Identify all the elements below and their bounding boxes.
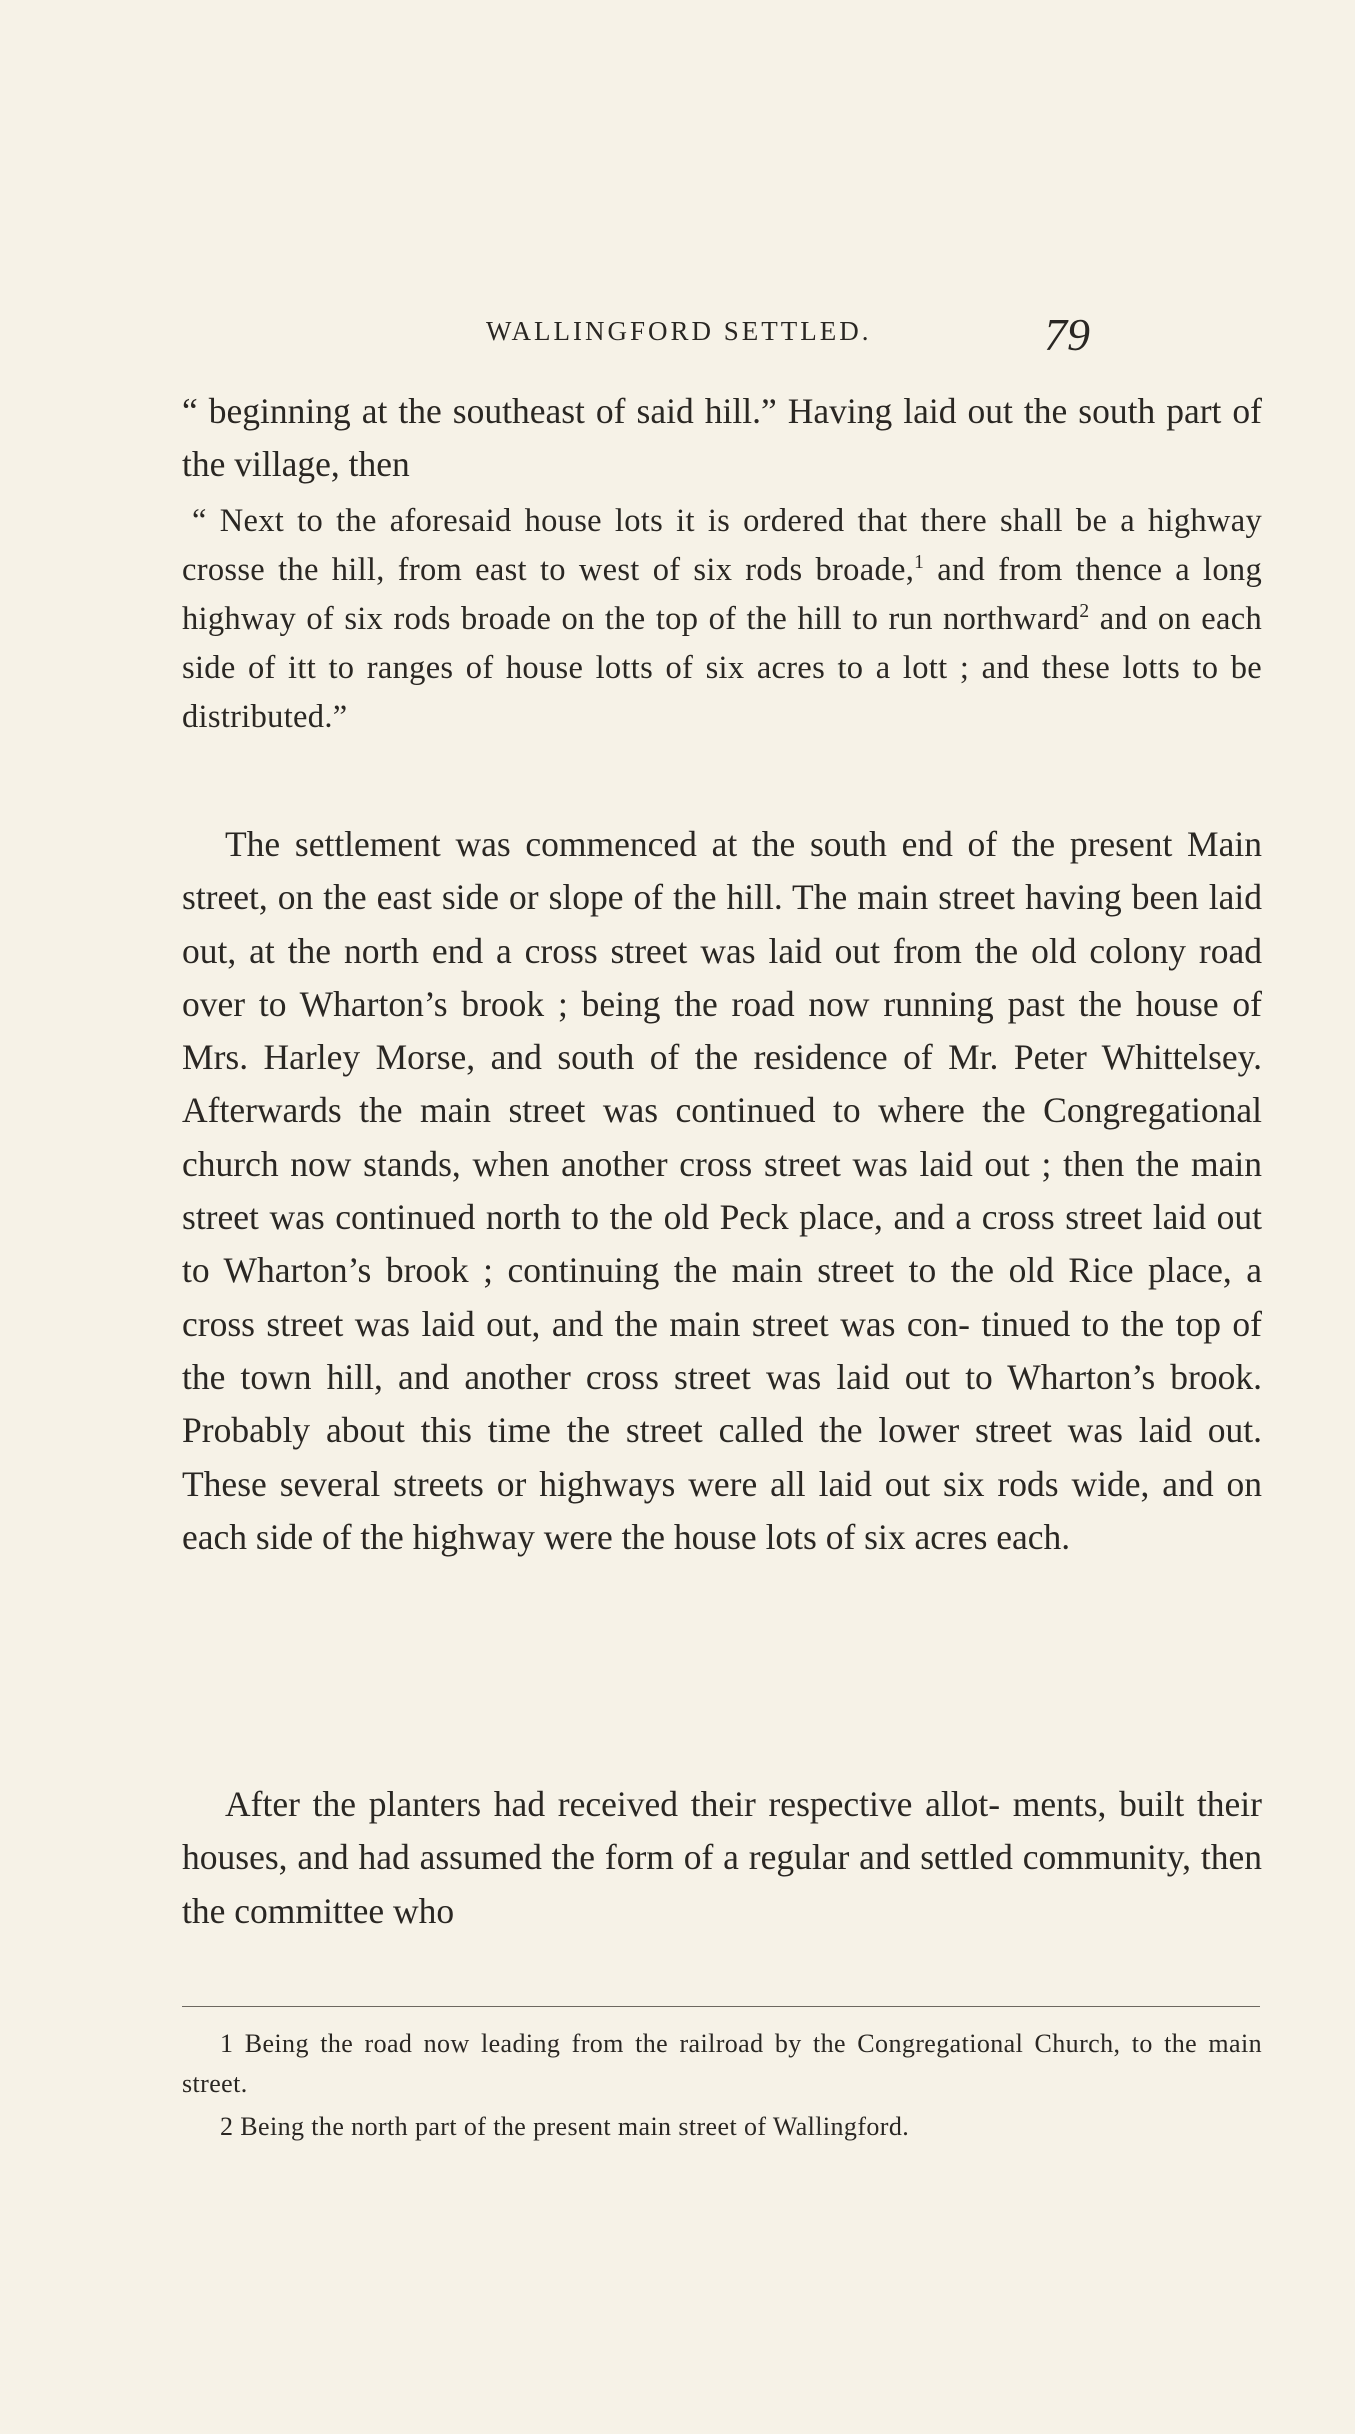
quote-order-part3: and on each side of itt to ranges of house lotts of six acres to a lott ; and these lotts to be distributed.”: [182, 601, 1263, 735]
quote-order: [182, 497, 1262, 742]
footnote-1: 1 Being the road now leading from the railroad by the Congregational Church, to the main street.: [182, 2029, 1262, 2098]
footnote-2: 2 Being the north part of the present main street of Wallingford.: [220, 2112, 910, 2141]
quote-order-part1: “ Next to the aforesaid house lots it is ordered that there shall be a highway crosse the hill, from east to west of six rods broade,: [182, 503, 1262, 588]
quote-order-part2: and from thence a long highway of six rods broade on the top of the hill to run northward: [182, 552, 1262, 637]
running-title: WALLINGFORD SETTLED.: [486, 316, 872, 346]
page-number: 79: [1044, 309, 1090, 360]
paragraph-settlement: The settlement was commenced at the south end of the present Main street, on the east side or slope of the hill. The main street having been laid out, at the north end a cross street was laid out from the old colony road over to Wharton’s brook ; being the road now running past the house of Mrs. Harley Morse, and south of the residence of Mr. Peter Whittelsey. Afterwards the main street was continued to where the Congregational church now stands, when another cross street was laid out ; then the main street was continued north to the old Peck place, and a cross street laid out to Wharton’s brook ; continuing the main street to the old Rice place, a cross street was laid out, and the main street was con- tinued to the top of the town hill, and another cross street was laid out to Wharton’s brook. Probably about this time the street called the lower street was laid out. These several streets or highways were all laid out six rods wide, and on each side of the highway were the house lots of six acres each.: [182, 824, 1262, 1557]
paragraph-planters: After the planters had received their respective allot- ments, built their houses, and had assumed the form of a regular and settled community, then the committee who: [182, 1784, 1262, 1931]
quote-opening: “ beginning at the southeast of said hill.” Having laid out the south part of the village, then: [182, 391, 1262, 484]
footnote-divider: [182, 2006, 1260, 2007]
running-head: [182, 309, 1262, 362]
footnote-ref-1: 1: [914, 552, 925, 574]
footnote-ref-2: 2: [1079, 601, 1090, 623]
